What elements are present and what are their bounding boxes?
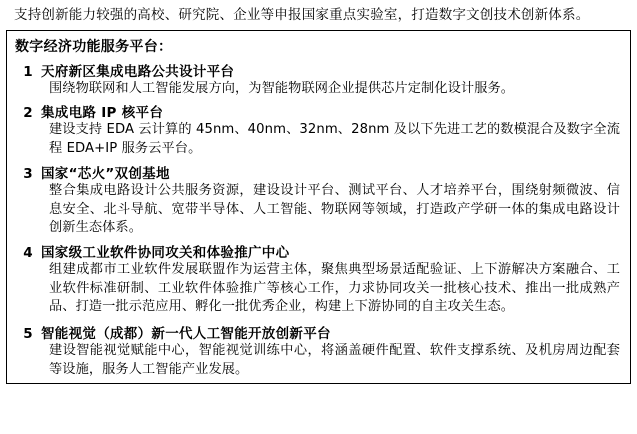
list-item-heading [15,101,622,121]
list-item-heading [15,60,622,80]
list-item-heading [15,162,622,182]
list-item-body: 组建成都市工业软件发展联盟作为运营主体，聚焦典型场景适配验证、上下游解决方案融合、工业软件标准研制、工业软件体验推广等核心工作，力求协同攻关一批核心技术、推出一批成熟产品、打造一批示范应用、孵化一批优秀企业，构建上下游协同的自主攻关生态。 [49,261,620,315]
list-item [7,162,630,241]
list-item-heading [15,322,622,342]
intro-paragraph: 支持创新能力较强的高校、研究院、企业等申报国家重点实验室，打造数字文创技术创新体系。 [14,7,590,23]
list-item-body: 建设智能视觉赋能中心，智能视觉训练中心，将涵盖硬件配置、软件支撑系统、及机房周边配套等设施，服务人工智能产业发展。 [49,343,620,377]
list-item-title: 国家级工业软件协同攻关和体验推广中心 [41,244,290,261]
services-table [6,30,631,384]
list-item-number: 4 [23,244,33,261]
list-item-title: 集成电路 IP 核平台 [41,105,164,122]
list-item-body: 围绕物联网和人工智能发展方向，为智能物联网企业提供芯片定制化设计服务。 [49,80,515,96]
list-item-number: 2 [23,105,33,122]
list-item-body: 建设支持 EDA 云计算的 45nm、40nm、32nm、28nm 及以下先进工艺的数模混合及数字全流程 EDA+IP 服务云平台。 [49,122,620,157]
list-item-body: 整合集成电路设计公共服务资源，建设设计平台、测试平台、人才培养平台，围绕射频微波、信息安全、北斗导航、宽带半导体、人工智能、物联网等领域，打造政产学研一体的集成电路设计创新生态体系。 [49,182,620,236]
list-item-number: 5 [23,326,33,343]
list-item-title: 智能视觉（成都）新一代人工智能开放创新平台 [41,326,331,343]
list-item-title: 国家“芯火”双创基地 [41,165,170,182]
section-title: 数字经济功能服务平台： [15,38,173,55]
list-item-number: 3 [23,165,33,182]
list-item [7,101,630,161]
list-item [7,60,630,102]
list-item-heading [15,241,622,261]
list-item [7,241,630,320]
list-item-number: 1 [23,63,33,80]
list-item [7,322,630,382]
list-item-title: 天府新区集成电路公共设计平台 [41,63,235,80]
